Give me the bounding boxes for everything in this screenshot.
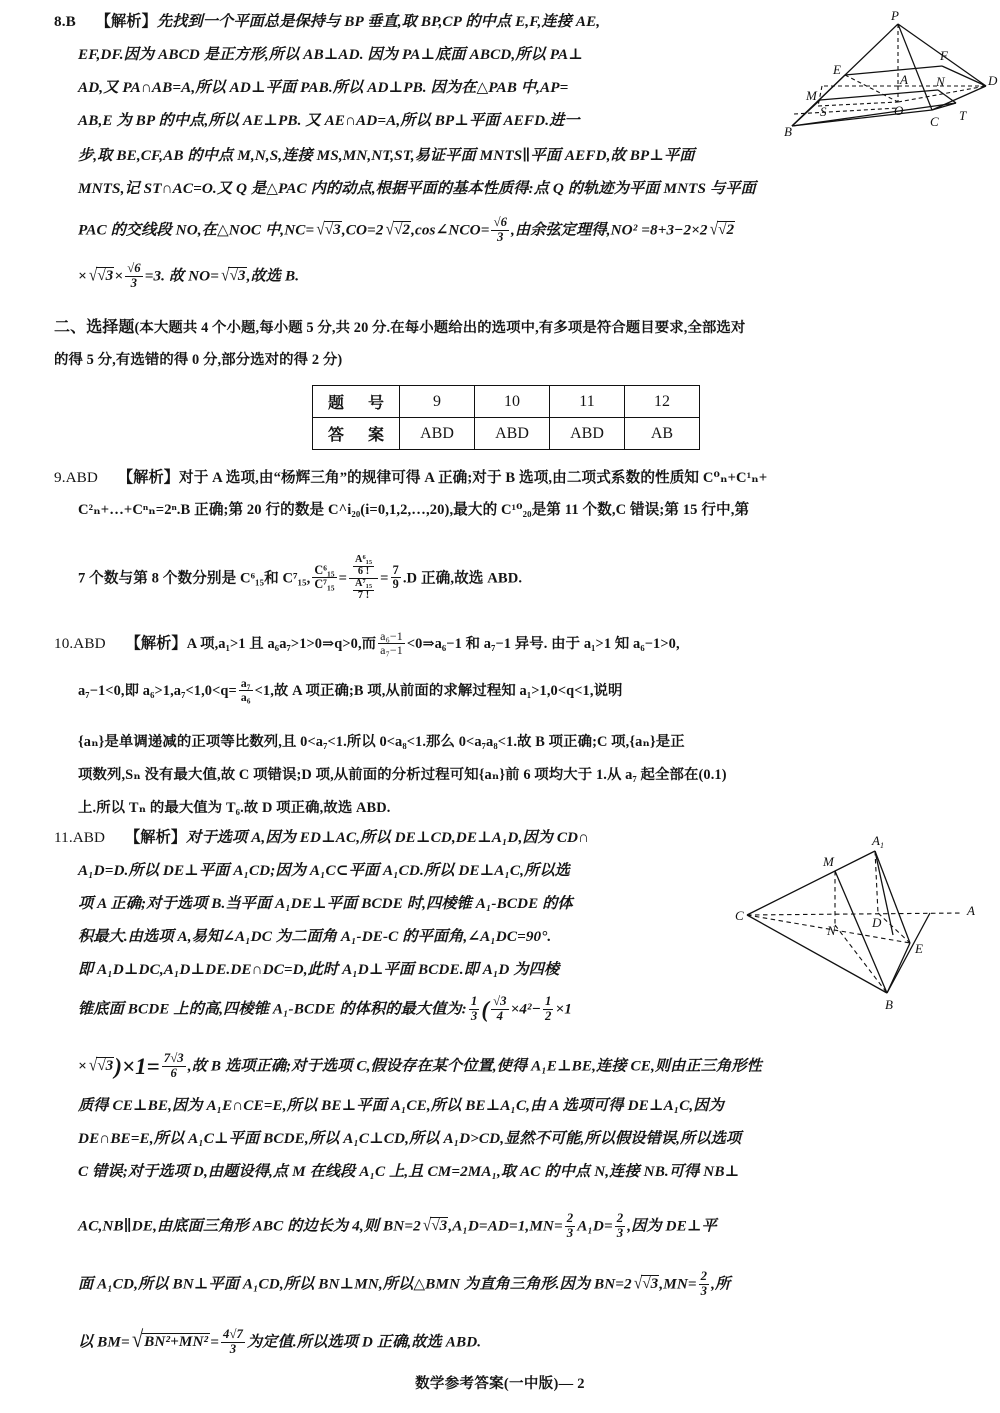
svg-text:D: D <box>988 73 998 88</box>
q11-line-3: 项 A 正确;对于选项 B.当平面 A₁DE⊥平面 BCDE 时,四棱锥 A₁‑BCDE 的体 <box>78 895 573 912</box>
svg-text:S: S <box>820 104 827 119</box>
q8-line-1: 先找到一个平面总是保持与 BP 垂直,取 BP,CP 的中点 E,F,连接 AE, <box>156 13 601 30</box>
q8-line-3: AD,又 PA∩AB=A,所以 AD⊥平面 PAB.所以 AD⊥PB. 因为在△PAB 中,AP= <box>78 79 569 96</box>
fraction-4sqrt7-over-3: $\frac{4√7}{3}$ <box>222 1327 244 1356</box>
cell-question-9: 9 <box>400 386 475 418</box>
fraction-sqrt6-over-3: $\frac{√6}{3}$ <box>493 215 508 244</box>
sqrt-3-d: √√3 <box>88 1056 114 1076</box>
q10-line-3: {aₙ}是单调递减的正项等比数列,且 0<a₇<1.所以 0<a₈<1.那么 0<a₇a₈<1.故 B 项正确;C 项,{aₙ}是正 <box>78 734 685 750</box>
sqrt-2: √√2 <box>385 220 411 240</box>
q9-analysis-tag: 【解析】 <box>117 469 180 486</box>
svg-text:C: C <box>735 908 744 923</box>
fraction-1-over-2: $\frac{1}{2}$ <box>545 994 552 1023</box>
fraction-sqrt6-over-3-b: $\frac{√6}{3}$ <box>127 261 141 290</box>
q8-line-8: × √√3× $\frac{√6}{3}$ =3. 故 NO= √√3,故选 B. <box>78 261 300 290</box>
fraction-A615-over-6fact: $\frac{\text{A⁶₁₅}}{6 !}$ <box>355 554 373 577</box>
q10-analysis-tag: 【解析】 <box>125 634 187 652</box>
q9-line-1: 对于 A 选项,由“杨辉三角”的规律可得 A 正确;对于 B 选项,由二项式系数的性质知 C⁰ₙ+C¹ₙ+ <box>179 470 768 486</box>
q11-line-12: 面 A₁CD,所以 BN⊥平面 A₁CD,所以 BN⊥MN,所以△BMN 为直角三角形.因为 BN=2 √√3,MN= $\frac{2}{3}$ ,所 <box>78 1269 731 1298</box>
sqrt-3-c: √√3 <box>221 266 246 286</box>
svg-text:B: B <box>784 124 792 139</box>
row-header-number: 题 号 <box>313 386 400 418</box>
q9-line-2: C²ₙ+…+Cⁿₙ=2ⁿ.B 正确;第 20 行的数是 C^i₂₀(i=0,1,2,…,20),最大的 C¹⁰₂₀是第 11 个数,C 错误;第 15 行中,第 <box>78 502 750 518</box>
q8-line-6: MNTS,记 ST∩AC=O.又 Q 是△PAC 内的动点,根据平面的基本性质得:点 Q 的轨迹为平面 MNTS 与平面 <box>78 180 756 197</box>
section-2-desc-line-1: (本大题共 4 个小题,每小题 5 分,共 20 分.在每小题给出的选项中,有多项是符合题目要求,全部选对 <box>134 320 746 336</box>
svg-text:D: D <box>872 915 882 930</box>
sqrt-3-f: √√3 <box>633 1274 659 1294</box>
q8-analysis-tag: 【解析】 <box>95 13 157 30</box>
figure2-labels <box>735 833 975 1012</box>
q10-label: 10.ABD <box>54 634 106 652</box>
q8-line-4: AB,E 为 BP 的中点,所以 AE⊥PB. 又 AE∩AD=A,所以 BP⊥平面 AEFD.进一 <box>78 112 580 129</box>
fraction-a7-over-a6: $\frac{\text{a₇}}{\text{a₆}}$ <box>240 676 251 704</box>
svg-text:P: P <box>891 8 899 23</box>
svg-text:A: A <box>967 903 975 918</box>
fraction-A715-over-7fact: $\frac{\text{A⁷₁₅}}{7 !}$ <box>355 577 373 601</box>
fraction-7sqrt3-over-6: $\frac{7√3}{6}$ <box>163 1051 184 1080</box>
q10-line-5: 上.所以 Tₙ 的最大值为 T₆.故 D 项正确,故选 ABD. <box>78 800 391 816</box>
q9-line-3: 7 个数与第 8 个数分别是 C⁶₁₅和 C⁷₁₅, $\frac{\text{C⁶₁₅}}{\text{C⁷₁₅}}$ = $\frac{\frac{\text{A⁶₁₅}}{6 !}}{\frac{\text{A⁷₁₅}}{7 !}}$ = $\frac{7}{9}$ .D 正确,故选 ABD. <box>78 554 523 601</box>
q9-label: 9.ABD <box>54 469 98 486</box>
q8-line-7: PAC 的交线段 NO,在△NOC 中,NC= √√3,CO=2 √√2,cos∠NCO= $\frac{√6}{3}$ ,由余弦定理得,NO² =8+3−2×2 √√2 <box>78 215 735 244</box>
cell-question-10: 10 <box>475 386 550 418</box>
q8-line-5: 步,取 BE,CF,AB 的中点 M,N,S,连接 MS,MN,NT,ST,易证平面 MNTS∥平面 AEFD,故 BP⊥平面 <box>78 147 695 164</box>
q8-label: 8.B <box>54 13 76 30</box>
table-row-answers <box>313 418 700 450</box>
svg-text:F: F <box>940 48 948 63</box>
section-2-desc-line-2: 的得 5 分,有选错的得 0 分,部分选对的得 2 分) <box>54 352 343 368</box>
sqrt-3: √√3 <box>316 220 341 240</box>
cell-answer-11: ABD <box>550 418 625 450</box>
sqrt-3-b: √√3 <box>88 266 114 286</box>
q10-line-1-post: <0⇒a₆−1 和 a₇−1 异号. 由于 a₁>1 知 a₆−1>0, <box>406 635 680 652</box>
q10-line-1-pre: A 项,a₁>1 且 a₆a₇>1>0⇒q>0,而 <box>186 635 377 652</box>
svg-text:E: E <box>915 941 923 956</box>
fraction-A-ratio <box>349 555 378 602</box>
fraction-sqrt3-over-4: $\frac{√3}{4}$ <box>493 994 507 1023</box>
q11-line-7: × √√3)×1= $\frac{7√3}{6}$ ,故 B 选项正确;对于选项 C,假设存在某个位置,使得 A₁E⊥BE,连接 CE,则由正三角形性 <box>78 1051 762 1080</box>
tetrahedron-A1BCDE-svg <box>735 825 985 1020</box>
q11-line-10: C 错误;对于选项 D,由题设得,点 M 在线段 A₁C 上,且 CM=2MA₁,取 AC 的中点 N,连接 NB.可得 NB⊥ <box>78 1163 740 1180</box>
svg-text:T: T <box>959 108 967 123</box>
row-header-answer: 答 案 <box>313 418 400 450</box>
q8-line-2: EF,DF.因为 ABCD 是正方形,所以 AB⊥AD. 因为 PA⊥底面 ABCD,所以 PA⊥ <box>78 46 583 63</box>
q10-line-4: 项数列,Sₙ 没有最大值,故 C 项错误;D 项,从前面的分析过程可知{aₙ}前 6 项均大于 1.从 a₇ 起全部在(0.1) <box>78 767 727 783</box>
svg-text:B: B <box>885 997 893 1012</box>
close-paren: )×1= <box>114 1054 160 1080</box>
q11-line-8: 质得 CE⊥BE,因为 A₁E∩CE=E,所以 BE⊥平面 A₁CE,所以 BE⊥A₁C,由 A 选项可得 DE⊥A₁C,因为 <box>78 1097 724 1114</box>
sqrt-3-e: √√3 <box>422 1216 448 1236</box>
tetrahedron-figure <box>735 825 985 1020</box>
pyramid-PABCD-svg <box>780 8 1000 143</box>
q11-line-6: 锥底面 BCDE 上的高,四棱锥 A₁‑BCDE 的体积的最大值为: $\frac{1}{3}$ ( $\frac{√3}{4}$ ×4²− $\frac{1}{2}$ ×1 <box>78 994 572 1023</box>
q11-line-1: 对于选项 A,因为 ED⊥AC,所以 DE⊥CD,DE⊥A₁D,因为 CD∩ <box>186 829 590 846</box>
q10-line-2: a₇−1<0,即 a₆>1,a₇<1,0<q= $\frac{\text{a₇}}{\text{a₆}}$ <1,故 A 项正确;B 项,从前面的求解过程知 a₁>1,0<q<1,说明 <box>78 676 623 704</box>
fraction-7-over-9: $\frac{7}{9}$ <box>392 563 399 592</box>
q11-line-4: 积最大.由选项 A,易知∠A₁DC 为二面角 A₁‑DE‑C 的平面角,∠A₁DC=90°. <box>78 928 552 945</box>
q11-line-5: 即 A₁D⊥DC,A₁D⊥DE.DE∩DC=D,此时 A₁D⊥平面 BCDE.即 A₁D 为四棱 <box>78 961 560 978</box>
sqrt-2-tail: √√2 <box>709 220 735 240</box>
cell-question-12: 12 <box>625 386 700 418</box>
pyramid-figure <box>780 8 1000 143</box>
svg-text:C: C <box>930 114 939 129</box>
fraction-2-over-3-b: $\frac{2}{3}$ <box>616 1211 624 1240</box>
svg-text:M: M <box>823 854 834 869</box>
svg-text:N: N <box>936 74 945 89</box>
q11-line-9: DE∩BE=E,所以 A₁C⊥平面 BCDE,所以 A₁C⊥CD,所以 A₁D>CD,显然不可能,所以假设错误,所以选项 <box>78 1130 742 1147</box>
cell-question-11: 11 <box>550 386 625 418</box>
open-paren: ( <box>481 997 490 1023</box>
answer-table <box>312 385 700 450</box>
fraction-2-over-3: $\frac{2}{3}$ <box>566 1211 574 1240</box>
svg-text:O: O <box>894 103 904 118</box>
fraction-C615-over-C715: $\frac{\text{C⁶₁₅}}{\text{C⁷₁₅}}$ <box>314 563 335 592</box>
fraction-2-over-3-c: $\frac{2}{3}$ <box>700 1269 708 1298</box>
fraction-a6m1-over-a7m1: $\frac{\text{a₆−1}}{\text{a₇−1}}$ <box>380 629 403 657</box>
table-row-numbers <box>313 386 700 418</box>
q11-analysis-tag: 【解析】 <box>125 829 187 846</box>
sqrt-BN2-MN2: √BN²+MN² <box>131 1327 209 1354</box>
q11-line-2: A₁D=D.所以 DE⊥平面 A₁CD;因为 A₁C⊂平面 A₁CD.所以 DE⊥A₁C,所以选 <box>78 862 570 879</box>
svg-text:A1: $A_1$ <box>872 833 884 850</box>
cell-answer-10: ABD <box>475 418 550 450</box>
figure1-labels <box>784 8 998 139</box>
cell-answer-9: ABD <box>400 418 475 450</box>
cell-answer-12: AB <box>625 418 700 450</box>
svg-text:M: M <box>806 88 817 103</box>
q11-label: 11.ABD <box>54 829 106 846</box>
svg-text:E: E <box>833 62 841 77</box>
q11-line-13: 以 BM=√BN²+MN² = $\frac{4√7}{3}$ 为定值.所以选项 D 正确,故选 ABD. <box>78 1327 482 1356</box>
page-footer: 数学参考答案(一中版)— 2 <box>415 1376 585 1392</box>
svg-text:N: N <box>827 923 836 938</box>
fraction-1-over-3: $\frac{1}{3}$ <box>470 994 478 1023</box>
section-2-title: 二、选择题 <box>54 319 135 336</box>
svg-text:A: A <box>900 72 908 87</box>
q11-line-11: AC,NB∥DE,由底面三角形 ABC 的边长为 4,则 BN=2 √√3,A₁D=AD=1,MN= $\frac{2}{3}$ A₁D= $\frac{2}{3}$ ,因为 DE⊥平 <box>78 1211 717 1240</box>
